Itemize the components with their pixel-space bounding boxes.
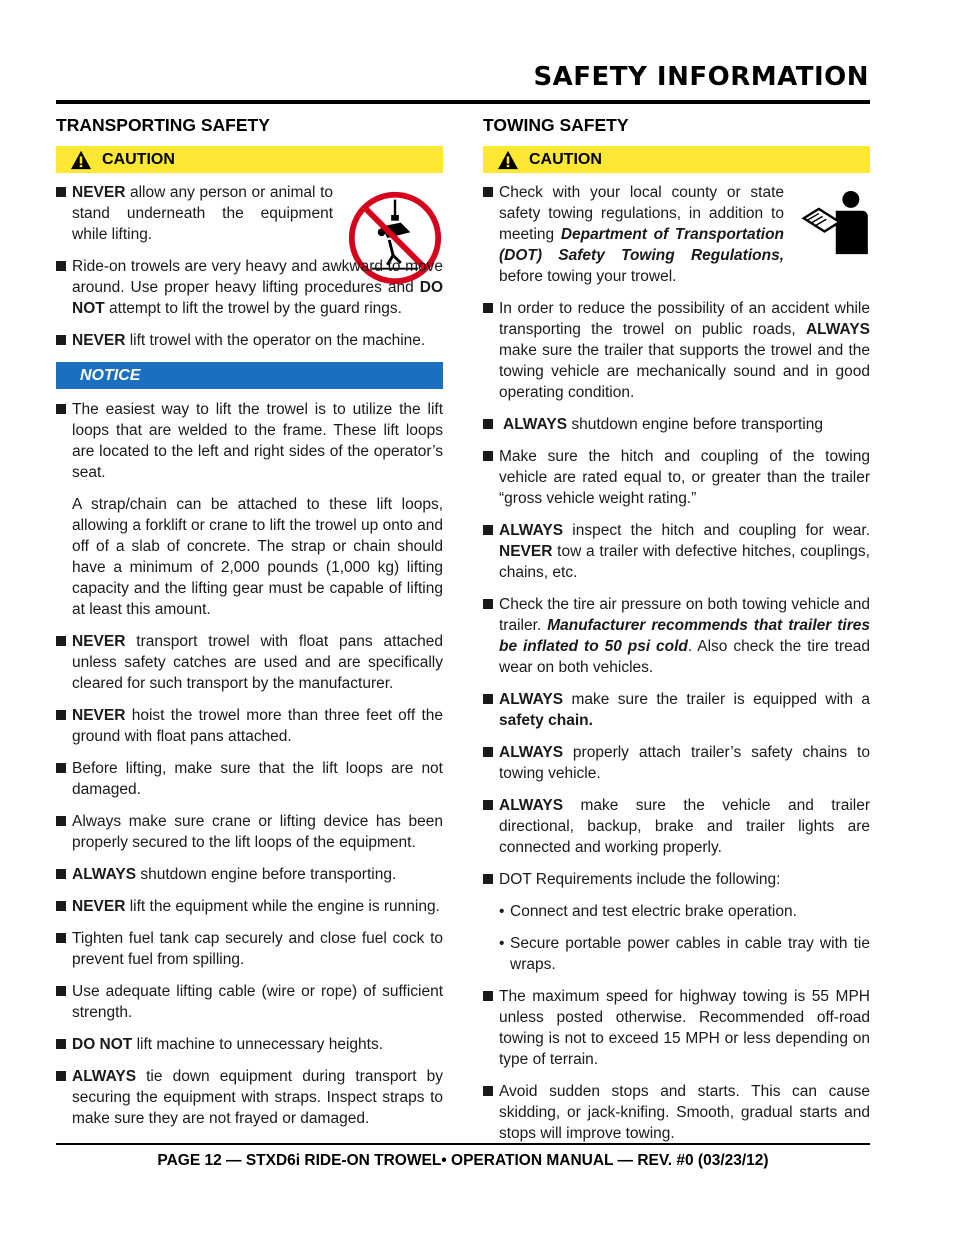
bullet-square [56, 636, 66, 646]
bullet-square [483, 187, 493, 197]
towing-safety-column [483, 113, 870, 1155]
bullet-square [483, 419, 493, 429]
bullet-square [56, 261, 66, 271]
notice-banner [56, 362, 443, 389]
bullet-item: The easiest way to lift the trowel is to utilize the lift loops that are welded to the frame. These lift loops are located to the left and right sides of the operator’s seat. [56, 399, 443, 483]
bullet-item: Make sure the hitch and coupling of the towing vehicle are rated equal to, or greater than the trailer “gross vehicle weight rating.” [483, 446, 870, 509]
bullet-square [483, 525, 493, 535]
section-heading-transporting: TRANSPORTING SAFETY [56, 115, 270, 135]
sub-bullet-item: • Connect and test electric brake operation. [499, 903, 797, 920]
header-rule [56, 100, 870, 104]
bullet-square [56, 933, 66, 943]
bullet-square [483, 747, 493, 757]
bullet-square [483, 874, 493, 884]
page-title: SAFETY INFORMATION [533, 62, 869, 92]
bullet-item: The maximum speed for highway towing is 55 MPH unless posted otherwise. Recommended off-road towing is not to exceed 15 MPH or less depending on type of terrain. [483, 986, 870, 1070]
bullet-square [56, 1071, 66, 1081]
bullet-item: DO NOT lift machine to unnecessary heights. [56, 1034, 443, 1055]
bullet-square [56, 986, 66, 996]
notice-label: NOTICE [80, 366, 141, 384]
bullet-square [483, 599, 493, 609]
bullet-square [56, 901, 66, 911]
bullet-item: Before lifting, make sure that the lift loops are not damaged. [56, 758, 443, 800]
bullet-item: NEVER lift the equipment while the engine is running. [56, 896, 443, 917]
bullet-square [56, 816, 66, 826]
sub-bullet-item: • Secure portable power cables in cable tray with tie wraps. [499, 935, 870, 973]
caution-banner [483, 146, 870, 173]
bullet-item: In order to reduce the possibility of an accident while transporting the trowel on public roads, ALWAYS make sure the trailer that supports the trowel and the towing vehicle are mechanically sound and in good operating condition. [483, 298, 870, 403]
bullet-square [56, 404, 66, 414]
caution-banner [56, 146, 443, 173]
bullet-square [56, 1039, 66, 1049]
bullet-item: ALWAYS inspect the hitch and coupling for wear. NEVER tow a trailer with defective hitches, couplings, chains, etc. [483, 520, 870, 583]
bullet-item: Tighten fuel tank cap securely and close fuel cock to prevent fuel from spilling. [56, 928, 443, 970]
bullet-square [483, 303, 493, 313]
bullet-item: ALWAYS properly attach trailer’s safety chains to towing vehicle. [483, 742, 870, 784]
bullet-item: DOT Requirements include the following: [483, 869, 870, 890]
bullet-item: ALWAYS tie down equipment during transport by securing the equipment with straps. Inspect straps to make sure they are not frayed or damaged. [56, 1066, 443, 1129]
footer-rule [56, 1143, 870, 1145]
bullet-square [483, 800, 493, 810]
bullet-item: Check with your local county or state safety towing regulations, in addition to meeting Department of Transportation (DOT) Safety Towing Regulations, before towing your trowel. [483, 182, 870, 287]
bullet-square [483, 991, 493, 1001]
bullet-square [56, 187, 66, 197]
bullet-square [483, 451, 493, 461]
bullet-item: NEVER hoist the trowel more than three feet off the ground with float pans attached. [56, 705, 443, 747]
bullet-square [56, 869, 66, 879]
bullet-item: ALWAYS make sure the vehicle and trailer directional, backup, brake and trailer lights are connected and working properly. [483, 795, 870, 858]
bullet-item: Always make sure crane or lifting device has been properly secured to the lift loops of the equipment. [56, 811, 443, 853]
bullet-item: ALWAYS shutdown engine before transporting. [56, 864, 443, 885]
transporting-safety-column [56, 113, 443, 1140]
bullet-square [56, 710, 66, 720]
bullet-item: NEVER allow any person or animal to stand underneath the equipment while lifting. [56, 182, 443, 245]
bullet-square [483, 694, 493, 704]
section-heading-towing: TOWING SAFETY [483, 115, 629, 135]
bullet-item: Use adequate lifting cable (wire or rope) of sufficient strength. [56, 981, 443, 1023]
caution-label: CAUTION [102, 150, 175, 168]
bullet-item: Avoid sudden stops and starts. This can cause skidding, or jack-knifing. Smooth, gradual starts and stops will improve towing. [483, 1081, 870, 1144]
bullet-square [56, 763, 66, 773]
bullet-item: Ride-on trowels are very heavy and awkward to move around. Use proper heavy lifting procedures and DO NOT attempt to lift the trowel by the guard rings. [56, 256, 443, 319]
bullet-item: NEVER transport trowel with float pans attached unless safety catches are used and are specifically cleared for such transport by the manufacturer. [56, 631, 443, 694]
bullet-item: ALWAYS make sure the trailer is equipped with a safety chain. [483, 689, 870, 731]
paragraph: A strap/chain can be attached to these lift loops, allowing a forklift or crane to lift the trowel up onto and off of a slab of concrete. The strap or chain should have a minimum of 2,000 pounds (1,000 kg) lifting capacity and the lifting gear must be capable of lifting at least this amount. [72, 496, 443, 618]
bullet-square [483, 1086, 493, 1096]
warning-triangle-icon [497, 150, 519, 170]
bullet-item: NEVER lift trowel with the operator on the machine. [56, 330, 443, 351]
bullet-square [56, 335, 66, 345]
bullet-item: ALWAYS shutdown engine before transporting [483, 414, 870, 435]
caution-label: CAUTION [529, 150, 602, 168]
page-footer: PAGE 12 — STXD6i RIDE-ON TROWEL• OPERATION MANUAL — REV. #0 (03/23/12) [157, 1152, 769, 1169]
bullet-item: Check the tire air pressure on both towing vehicle and trailer. Manufacturer recommends that trailer tires be inflated to 50 psi cold. Also check the tire tread wear on both vehicles. [483, 594, 870, 678]
warning-triangle-icon [70, 150, 92, 170]
